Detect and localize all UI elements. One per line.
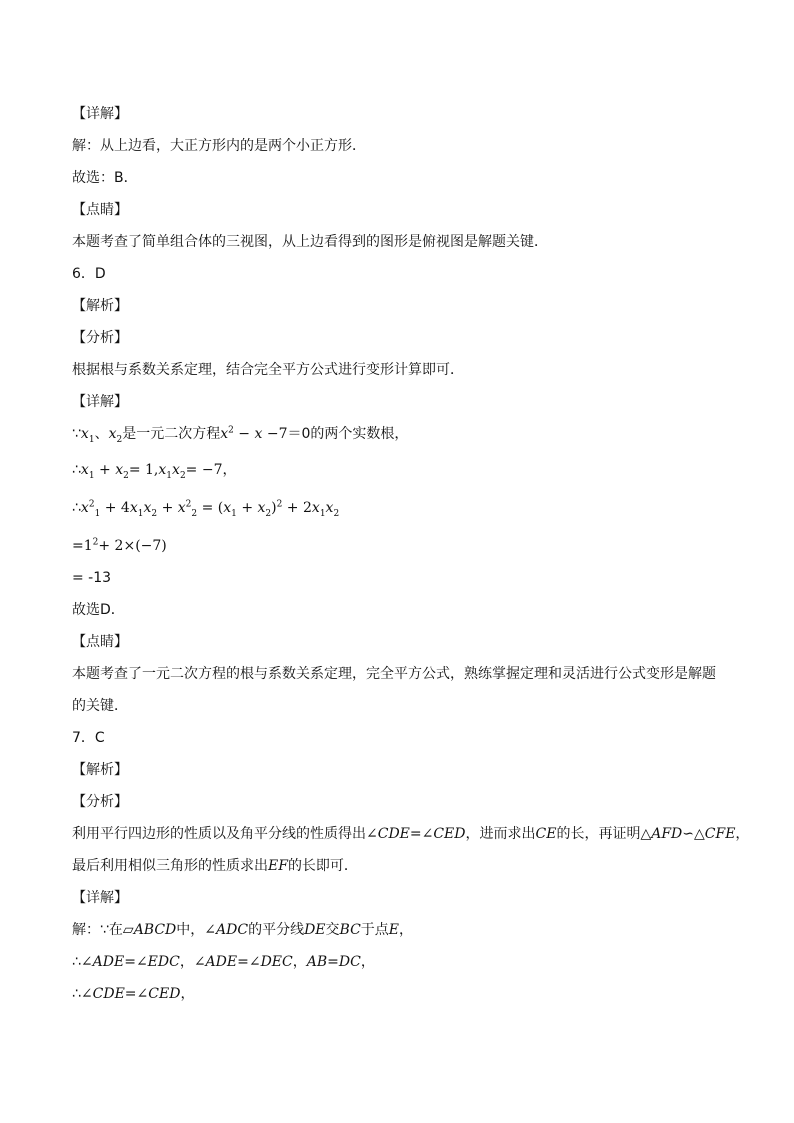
math-line-vieta: $\therefore x_1 + x_2= 1,x_1x_2= -7$， xyxy=(72,462,237,481)
comment-text: 本题考查了一元二次方程的根与系数关系定理，完全平方公式，熟练掌握定理和灵活进行公式变形是解题 xyxy=(72,666,716,682)
math-line-expansion: $\therefore x^2_1 + 4x_1x_2 + x^2_2 = (x_1 + x_2)^2 + 2x_1x_2$ xyxy=(72,499,340,519)
question-number-6: 6．D xyxy=(72,266,106,282)
reasoning-text: 利用平行四边形的性质以及角平分线的性质得出∠CDE=∠CED，进而求出CE的长，再证明△AFD∽△CFE， xyxy=(72,826,750,842)
comment-text: 本题考查了简单组合体的三视图，从上边看得到的图形是俯视图是解题关键． xyxy=(72,234,548,250)
reasoning-text: 根据根与系数关系定理，结合完全平方公式进行变形计算即可． xyxy=(72,362,464,378)
question-number-7: 7．C xyxy=(72,730,105,746)
answer-line: 故选：B． xyxy=(72,170,138,186)
section-heading-comment: 【点睛】 xyxy=(72,202,128,218)
section-heading-detail: 【详解】 xyxy=(72,106,128,122)
math-line-substitution: $=1^2+ 2\times(-7)$ xyxy=(72,537,167,554)
solution-line: 解：∵在▱ABCD中，∠ADC的平分线DE交BC于点E， xyxy=(72,922,414,938)
section-heading-analysis: 【解析】 xyxy=(72,298,128,314)
comment-text-continued: 的关键． xyxy=(72,698,128,714)
math-line-roots: $\because x_1$、$x_2$是一元二次方程$x^2 - x -7=0$的两个实数根， xyxy=(72,425,409,445)
answer-line: 故选D． xyxy=(72,602,125,618)
solution-line: ∴∠CDE=∠CED， xyxy=(72,986,195,1002)
section-heading-comment: 【点睛】 xyxy=(72,634,128,650)
reasoning-text-continued: 最后利用相似三角形的性质求出EF的长即可． xyxy=(72,858,358,874)
solution-line: ∴∠ADE=∠EDC，∠ADE=∠DEC，AB=DC， xyxy=(72,954,375,970)
section-heading-analysis: 【解析】 xyxy=(72,762,128,778)
solution-line: 解：从上边看，大正方形内的是两个小正方形． xyxy=(72,138,366,154)
section-heading-reasoning: 【分析】 xyxy=(72,330,128,346)
section-heading-reasoning: 【分析】 xyxy=(72,794,128,810)
section-heading-detail: 【详解】 xyxy=(72,890,128,906)
section-heading-detail: 【详解】 xyxy=(72,394,128,410)
math-line-result: = -13 xyxy=(72,570,112,586)
